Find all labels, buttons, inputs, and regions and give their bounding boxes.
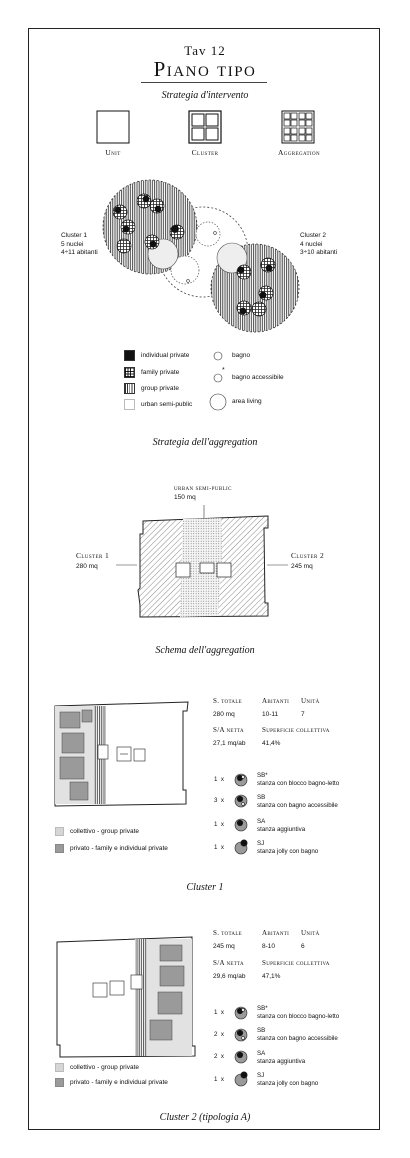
cluster1-schema-label: Cluster 1 [76, 551, 110, 560]
cluster2-abitanti: 3÷10 abitanti [300, 249, 338, 256]
legend-group: group private [124, 383, 179, 394]
cluster2-schema-label: Cluster 2 [291, 551, 325, 560]
c2-room-0: 1 x [214, 1009, 224, 1016]
c1-abitanti-label: Abitanti [262, 697, 290, 705]
cluster2-schema-value: 245 mq [291, 563, 313, 570]
c2-room-3-text: SJ stanza jolly con bagno [257, 1072, 319, 1087]
cluster1-abitanti: 4÷11 abitanti [61, 249, 98, 256]
section-title-schema: Schema dell'aggregation [155, 645, 255, 656]
c2-sanetta-label: S/A netta [213, 959, 244, 967]
cluster1-legend-collettivo: collettivo - group private [55, 827, 139, 836]
cluster1-legend-privato: privato - family e individual private [55, 844, 168, 853]
urban-value: 150 mq [174, 494, 196, 501]
c1-room-0-text: SB* stanza con blocco bagno-letto [257, 772, 340, 787]
legend-family: family private [124, 367, 179, 378]
legend-individual: individual private [124, 350, 189, 361]
legend-bagno: bagno [232, 352, 251, 359]
c1-room-0: 1 x [214, 776, 224, 783]
cluster1-schema-value: 280 mq [76, 563, 98, 570]
c2-room-2-text: SA stanza aggiuntiva [257, 1050, 306, 1065]
cluster1-nuclei: 5 nuclei [61, 240, 84, 248]
c2-supcoll-label: Superficie collettiva [262, 959, 330, 967]
cluster1-name: Cluster 1 [61, 232, 88, 239]
page-title: Piano tipo [153, 57, 257, 81]
c1-room-3: 1 x [214, 844, 224, 851]
c1-stotale: 280 mq [213, 711, 235, 718]
cluster2-legend-privato: privato - family e individual private [55, 1078, 168, 1087]
c2-room-1: 2 x [214, 1031, 224, 1038]
c1-stotale-label: S. totale [213, 697, 243, 705]
legend-urban: urban semi-public [124, 399, 192, 410]
c2-stotale-label: S. totale [213, 929, 243, 937]
cluster2-nuclei: 4 nuclei [300, 240, 323, 248]
c1-supcoll: 41,4% [262, 740, 281, 747]
c2-abitanti: 8-10 [262, 943, 276, 950]
c2-room-3: 1 x [214, 1076, 224, 1083]
section-title-aggregation: Strategia dell'aggregation [152, 437, 258, 448]
c2-unita-label: Unità [301, 929, 320, 937]
cluster-label: Cluster [191, 148, 219, 157]
c1-room-2-text: SA stanza aggiuntiva [257, 818, 306, 833]
c1-supcoll-label: Superficie collettiva [262, 726, 330, 734]
c2-room-2: 2 x [214, 1053, 224, 1060]
c1-room-1-text: SB stanza con bagno accessibile [257, 794, 338, 809]
c2-unita: 6 [301, 943, 305, 950]
c2-supcoll: 47,1% [262, 973, 281, 980]
accessible-asterisk: * [222, 367, 225, 374]
legend-bagno-accessibile: bagno accessibile [232, 374, 284, 381]
c2-room-0-text: SB* stanza con blocco bagno-letto [257, 1005, 340, 1020]
c1-sanetta: 27,1 mq/ab [213, 740, 246, 747]
c1-unita-label: Unità [301, 697, 320, 705]
cluster2-legend-collettivo: collettivo - group private [55, 1063, 139, 1072]
c1-sanetta-label: S/A netta [213, 726, 244, 734]
c2-sanetta: 29,6 mq/ab [213, 973, 246, 980]
c2-room-1-text: SB stanza con bagno accessibile [257, 1027, 338, 1042]
unit-label: Unit [105, 148, 121, 157]
section-title-cluster2: Cluster 2 (tipologia A) [159, 1112, 251, 1123]
legend-area-living: area living [232, 398, 262, 405]
c1-room-1: 3 x [214, 797, 224, 804]
c1-unita: 7 [301, 711, 305, 718]
c2-abitanti-label: Abitanti [262, 929, 290, 937]
c1-abitanti: 10-11 [262, 711, 279, 718]
c1-room-2: 1 x [214, 821, 224, 828]
urban-label: urban semi-public [174, 485, 232, 492]
c2-stotale: 245 mq [213, 943, 235, 950]
section-title-cluster1: Cluster 1 [186, 882, 224, 893]
section-title-strategia: Strategia d'intervento [161, 90, 249, 101]
cluster2-name: Cluster 2 [300, 232, 327, 239]
c1-room-3-text: SJ stanza jolly con bagno [257, 840, 319, 855]
aggregation-label: Aggregation [277, 148, 321, 157]
table-number: Tav 12 [184, 43, 226, 58]
